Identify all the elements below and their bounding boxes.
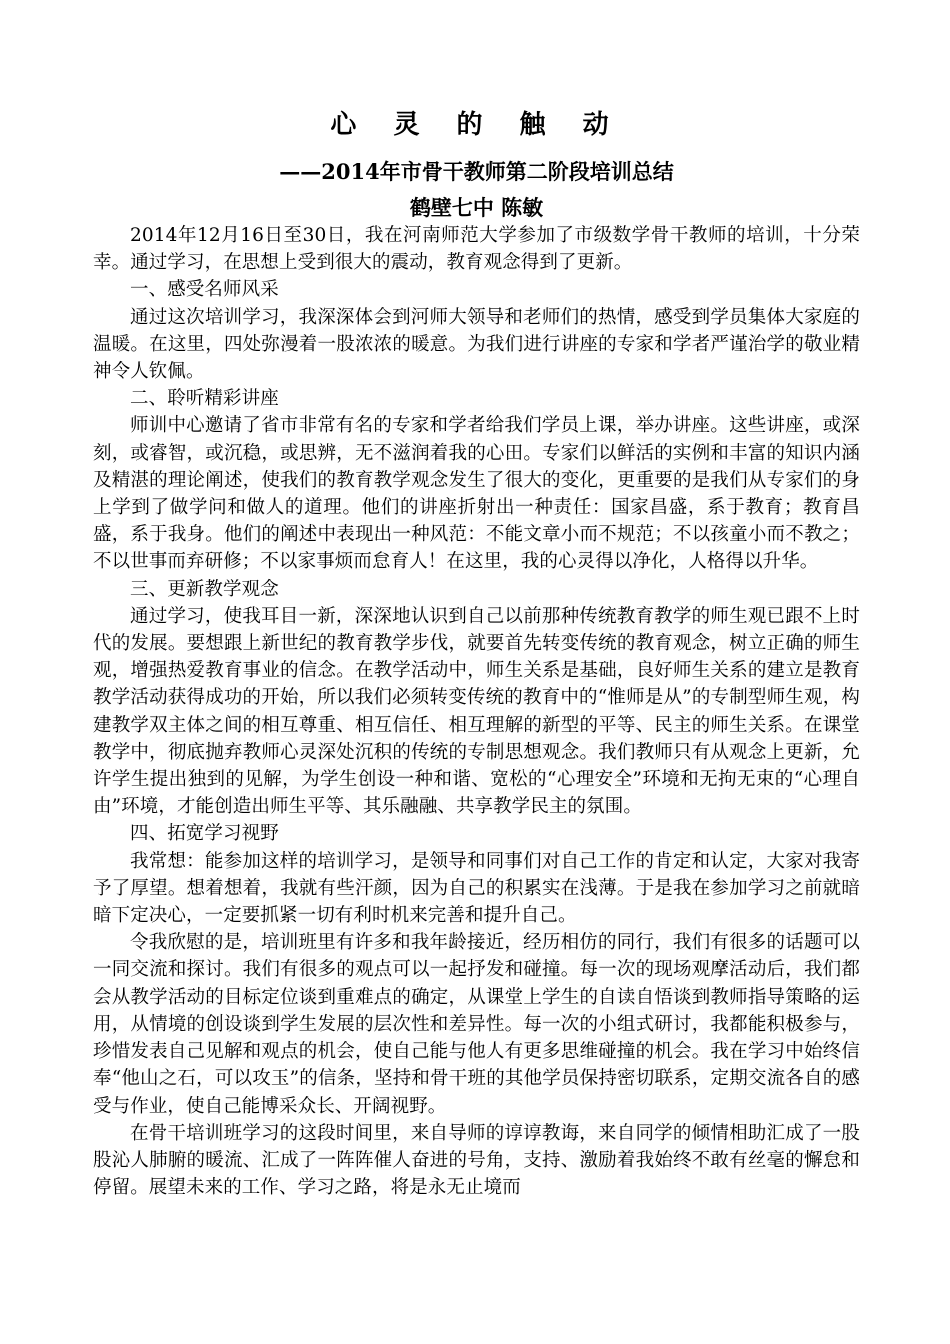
document-title: 心 灵 的 触 动: [330, 110, 623, 140]
paragraph-section-4b: 令我欣慰的是，培训班里有许多和我年龄接近，经历相仿的同行，我们有很多的话题可以一同交流和探讨。我们有很多的观点可以一起抒发和碰撞。每一次的现场观摩活动后，我们都会从教学活动的目标定位谈到重难点的确定，从课堂上学生的自读自悟谈到教师指导策略的运用，从情境的创设谈到学生发展的层次性和差异性。每一次的小组式研讨，我都能积极参与，珍惜发表自己见解和观点的机会，使自己能与他人有更多思维碰撞的机会。我在学习中始终信奉“他山之石，可以攻玉”的信条，坚持和骨干班的其他学员保持密切联系，定期交流各自的感受与作业，使自己能博采众长、开阔视野。: [93, 932, 860, 1117]
section-heading-4: 四、拓宽学习视野: [130, 823, 279, 845]
section-heading-2: 二、聆听精彩讲座: [130, 388, 279, 410]
section-heading-1: 一、感受名师风采: [130, 279, 279, 301]
paragraph-section-3: 通过学习，使我耳目一新，深深地认识到自己以前那种传统教育教学的师生观已跟不上时代的发展。要想跟上新世纪的教育教学步伐，就要首先转变传统的教育观念，树立正确的师生观，增强热爱教育事业的信念。在教学活动中，师生关系是基础，良好师生关系的建立是教育教学活动获得成功的开始，所以我们必须转变传统的教育中的“惟师是从”的专制型师生观，构建教学双主体之间的相互尊重、相互信任、相互理解的新型的平等、民主的师生关系。在课堂教学中，彻底抛弃教师心灵深处沉积的传统的专制思想观念。我们教师只有从观念上更新，允许学生提出独到的见解，为学生创设一种和谐、宽松的“心理安全”环境和无拘无束的“心理自由”环境，才能创造出师生平等、其乐融融、共享教学民主的氛围。: [93, 605, 860, 818]
document-body: [93, 222, 860, 1201]
paragraph-section-2: 师训中心邀请了省市非常有名的专家和学者给我们学员上课，举办讲座。这些讲座，或深刻，或睿智，或沉稳，或思辨，无不滋润着我的心田。专家们以鲜活的实例和丰富的知识内涵及精湛的理论阐述，使我们的教育教学观念发生了很大的变化，更重要的是我们从专家们的身上学到了做学问和做人的道理。他们的讲座折射出一种责任：国家昌盛，系于教育；教育昌盛，系于我身。他们的阐述中表现出一种风范：不能文章小而不规范；不以孩童小而不教之；不以世事而弃研修；不以家事烦而怠育人！在这里，我的心灵得以净化，人格得以升华。: [93, 415, 860, 573]
section-heading-3: 三、更新教学观念: [130, 578, 279, 600]
paragraph-section-1: 通过这次培训学习，我深深体会到河师大领导和老师们的热情，感受到学员集体大家庭的温暖。在这里，四处弥漫着一股浓浓的暖意。为我们进行讲座的专家和学者严谨治学的敬业精神令人钦佩。: [93, 306, 860, 383]
document-author: 鹤壁七中 陈敏: [409, 195, 544, 220]
paragraph-intro: 2014年12月16日至30日，我在河南师范大学参加了市级数学骨干教师的培训，十分荣幸。通过学习，在思想上受到很大的震动，教育观念得到了更新。: [93, 225, 860, 274]
paragraph-section-4a: 我常想：能参加这样的培训学习，是领导和同事们对自己工作的肯定和认定，大家对我寄予了厚望。想着想着，我就有些汗颜，因为自己的积累实在浅薄。于是我在参加学习之前就暗暗下定决心，一定要抓紧一切有利时机来完善和提升自己。: [93, 850, 860, 927]
document-subtitle: ——2014年市骨干教师第二阶段培训总结: [279, 159, 674, 184]
paragraph-section-4c: 在骨干培训班学习的这段时间里，来自导师的谆谆教诲，来自同学的倾情相助汇成了一股股沁人肺腑的暖流、汇成了一阵阵催人奋进的号角，支持、激励着我始终不敢有丝毫的懈怠和停留。展望未来的工作、学习之路，将是永无止境而: [93, 1122, 860, 1199]
document-page: [93, 108, 860, 1201]
